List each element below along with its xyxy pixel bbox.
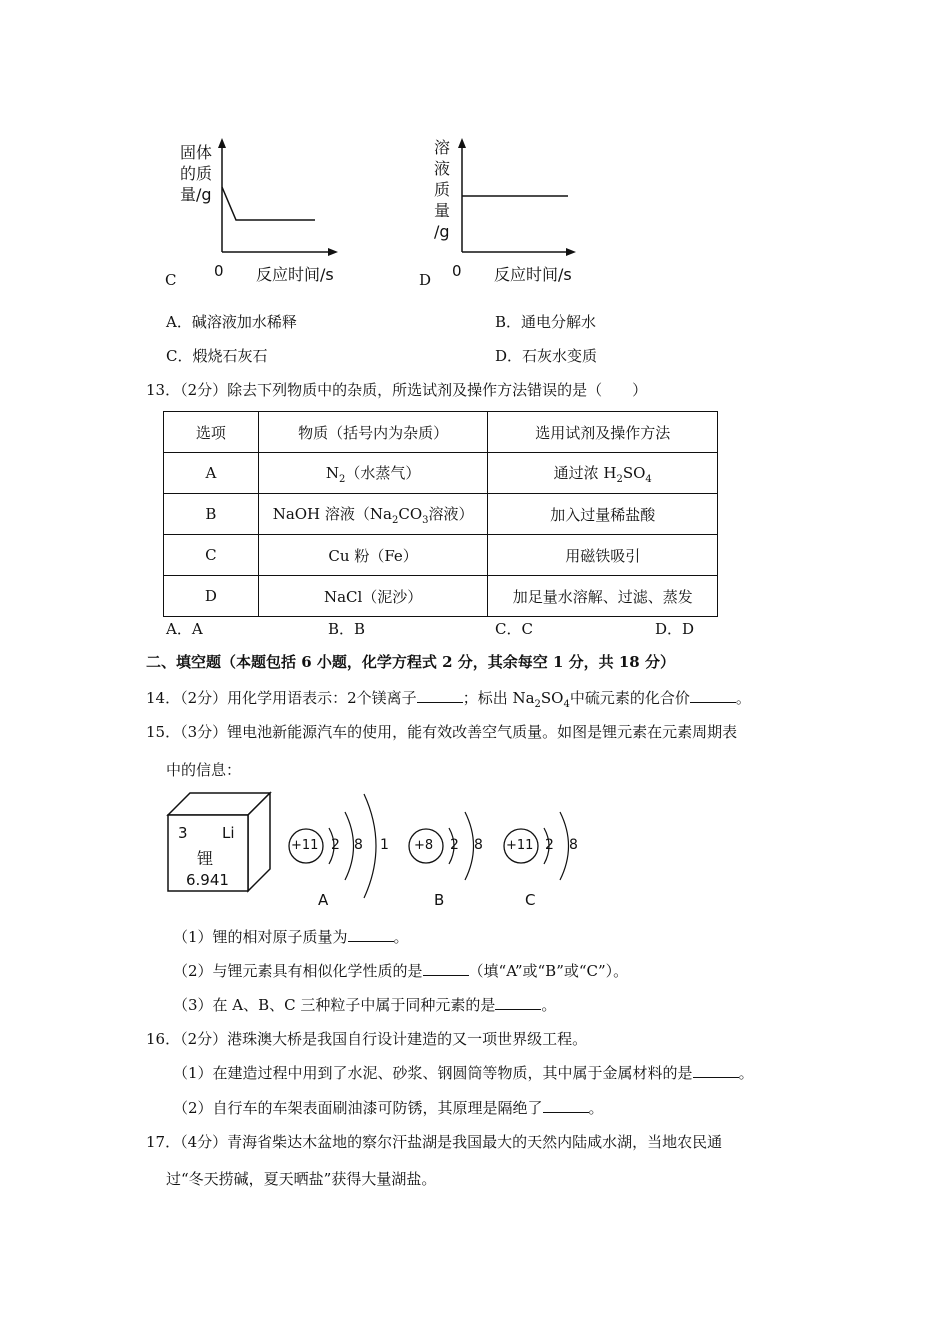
element-atomic-mass: 6.941 (186, 871, 229, 889)
answer-blank[interactable] (693, 1063, 739, 1078)
graph-d-ylabel-line: /g (434, 222, 450, 241)
table-cell-substance: $N_2$（水蒸气） (258, 453, 488, 494)
graph-d-origin: 0 (452, 262, 462, 280)
table-row (164, 494, 718, 535)
q12-option-a: A．碱溶液加水稀释 (166, 313, 297, 331)
graph-d-ylabel (434, 137, 450, 242)
graph-c-option-label: C (165, 271, 177, 289)
table-header-cell: 物质（括号内为杂质） (258, 412, 488, 453)
atom-b-label: B (434, 891, 445, 909)
atom-a-nucleus: +11 (291, 838, 319, 853)
graph-c-ylabel (180, 142, 212, 205)
element-atomic-number: 3 (178, 824, 188, 842)
table-cell-option: C (164, 535, 259, 576)
table-cell-option: D (164, 576, 259, 617)
section-heading: 二、填空题（本题包括 6 小题，化学方程式 2 分，其余每空 1 分，共 18 分） (146, 653, 675, 671)
graph-d-xlabel: 反应时间/s (494, 265, 572, 284)
table-cell-option: B (164, 494, 259, 535)
q17-line2: 过“冬天捞碱，夏天晒盐”获得大量湖盐。 (166, 1170, 437, 1188)
q12-option-d: D．石灰水变质 (495, 347, 598, 365)
graph-d-ylabel-line: 溶 (434, 138, 451, 157)
table-row (164, 535, 718, 576)
atom-b-shell-1: 2 (450, 837, 459, 853)
element-symbol: Li (222, 824, 235, 842)
answer-blank[interactable] (495, 995, 541, 1010)
table-header-cell: 选项 (164, 412, 259, 453)
table-cell-option: A (164, 453, 259, 494)
answer-blank[interactable] (543, 1098, 589, 1113)
q13-option-d: D．D (655, 620, 695, 638)
table-row (164, 412, 718, 453)
q13-option-c: C．C (495, 620, 533, 638)
answer-blank[interactable] (690, 688, 736, 703)
graph-d-option-label: D (419, 271, 432, 289)
element-name: 锂 (197, 849, 214, 868)
atom-c-shell-2: 8 (569, 837, 578, 853)
table-cell-substance: Cu 粉（Fe） (258, 535, 488, 576)
atom-a-shell-3: 1 (380, 837, 389, 853)
q13-stem: 13．（2分）除去下列物质中的杂质，所选试剂及操作方法错误的是（ ） (146, 381, 648, 399)
q17-line1: 17．（4分）青海省柴达木盆地的察尔汗盐湖是我国最大的天然内陆咸水湖，当地农民通 (146, 1133, 723, 1151)
table-cell-method: 加入过量稀盐酸 (488, 494, 718, 535)
atom-c-label: C (525, 891, 536, 909)
answer-blank[interactable] (348, 927, 394, 942)
table-header-cell: 选用试剂及操作方法 (488, 412, 718, 453)
graph-c-ylabel-line: 的质 (180, 164, 213, 183)
atom-a-label: A (318, 891, 329, 909)
graph-c-ylabel-line: 固体 (180, 143, 213, 162)
answer-blank[interactable] (423, 961, 469, 976)
q14: 14．（2分）用化学用语表示：2个镁离子 ；标出 $Na_2SO_4$中硫元素的化合价 。 (146, 689, 751, 710)
q15-line2: 中的信息： (166, 761, 242, 779)
graph-d-ylabel-line: 量 (434, 201, 451, 220)
atom-c-shell-1: 2 (545, 837, 554, 853)
graph-d-ylabel-line: 质 (434, 180, 451, 199)
atom-a-shell-2: 8 (354, 837, 363, 853)
q16-line1: 16．（2分）港珠澳大桥是我国自行设计建造的又一项世界级工程。 (146, 1030, 588, 1048)
table-cell-method: 加足量水溶解、过滤、蒸发 (488, 576, 718, 617)
table-cell-method: 通过浓 $H_2SO_4$ (488, 453, 718, 494)
table-cell-substance: NaCl（泥沙） (258, 576, 488, 617)
atom-c-nucleus: +11 (506, 838, 534, 853)
graph-d-ylabel-line: 液 (434, 159, 451, 178)
table-cell-method: 用磁铁吸引 (488, 535, 718, 576)
q15-line1: 15．（3分）锂电池新能源汽车的使用，能有效改善空气质量。如图是锂元素在元素周期表 (146, 723, 738, 741)
q12-option-c: C．煅烧石灰石 (166, 347, 268, 365)
graph-c-ylabel-line: 量/g (180, 185, 212, 204)
table-row (164, 453, 718, 494)
atom-b-shell-2: 8 (474, 837, 483, 853)
q15-sub3: （3）在 A、B、C 三种粒子中属于同种元素的是 。 (173, 996, 557, 1014)
atom-b-nucleus: +8 (414, 838, 434, 853)
q15-sub2: （2）与锂元素具有相似化学性质的是 （填“A”或“B”或“C”）。 (173, 962, 629, 980)
q13-option-a: A．A (166, 620, 203, 638)
q13-option-b: B．B (328, 620, 366, 638)
q16-sub1: （1）在建造过程中用到了水泥、砂浆、钢圆筒等物质，其中属于金属材料的是 。 (173, 1064, 754, 1082)
table-cell-substance: NaOH 溶液（$Na_2CO_3$溶液） (258, 494, 488, 535)
q16-sub2: （2）自行车的车架表面刷油漆可防锈，其原理是隔绝了 。 (173, 1099, 604, 1117)
graph-c-xlabel: 反应时间/s (256, 265, 334, 284)
atom-a-shell-1: 2 (331, 837, 340, 853)
answer-blank[interactable] (417, 688, 463, 703)
q15-sub1: （1）锂的相对原子质量为 。 (173, 928, 409, 946)
graph-c-origin: 0 (214, 262, 224, 280)
q13-table (163, 411, 718, 617)
table-row (164, 576, 718, 617)
q12-option-b: B．通电分解水 (495, 313, 597, 331)
